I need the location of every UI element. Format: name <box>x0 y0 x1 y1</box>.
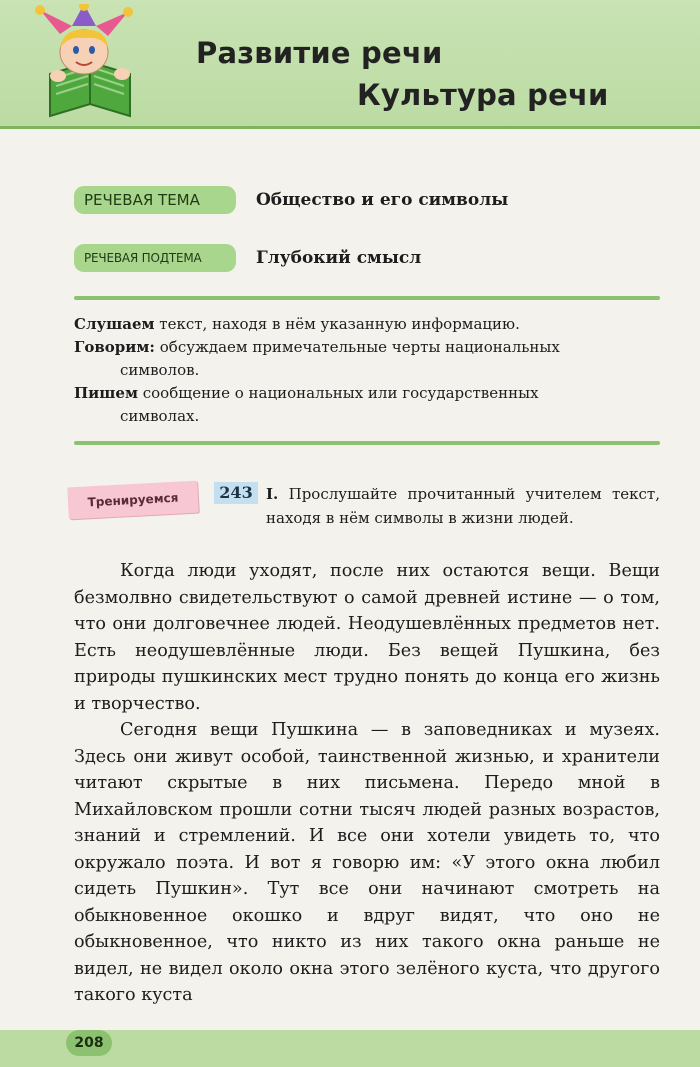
divider-top <box>74 296 660 300</box>
paragraph: Сегодня вещи Пушкина — в заповедниках и музеях. Здесь они живут особой, таинственной жизнью, и хранители читают скрытые в них письмена. Передо мной в Михайловском прошли сотни тысяч людей разных возрастов, знаний и стремлений. И все они хотели увидеть то, что окружало поэта. И вот я говорю им: «У этого окна любил сидеть Пушкин». Тут все они начинают смотреть на обыкновенное окошко и вдруг видят, что оно не обыкновенное, что никто из них такого окна раньше не видел, не видел около окна этого зелёного куста, что другого такого куста <box>74 720 660 1005</box>
page-header <box>0 0 700 129</box>
reading-text <box>74 558 660 1009</box>
paragraph: Когда люди уходят, после них остаются вещи. Вещи безмолвно свидетельствуют о самой древней истине — о том, что они долговечнее людей. Неодушевлённых предметов нет. Есть неодушевлённые люди. Без вещей Пушкина, без природы пушкинских мест трудно понять до конца его жизнь и творчество. <box>74 561 660 714</box>
lesson-goals <box>74 313 660 428</box>
goal-write: Пишем сообщение о национальных или государственных символах. <box>74 384 539 425</box>
speech-theme-label: РЕЧЕВАЯ ТЕМА <box>74 186 236 214</box>
divider-bottom <box>74 441 660 445</box>
exercise-task: I. Прослушайте прочитанный учителем текст, находя в нём символы в жизни людей. <box>266 485 660 527</box>
exercise-number: 243 <box>214 482 258 504</box>
speech-subtheme-label: РЕЧЕВАЯ ПОДТЕМА <box>74 244 236 272</box>
goal-speak: Говорим: обсуждаем примечательные черты национальных символов. <box>74 338 560 379</box>
page-number: 208 <box>66 1030 112 1056</box>
training-tag: Тренируемся <box>67 481 198 520</box>
jester-reading-book-illustration <box>10 4 170 122</box>
goal-listen: Слушаем текст, находя в нём указанную информацию. <box>74 315 520 333</box>
speech-theme-value: Общество и его символы <box>256 190 509 210</box>
section-title-line1: Развитие речи <box>196 36 443 70</box>
section-title-line2: Культура речи <box>357 78 609 112</box>
speech-subtheme-value: Глубокий смысл <box>256 248 422 268</box>
